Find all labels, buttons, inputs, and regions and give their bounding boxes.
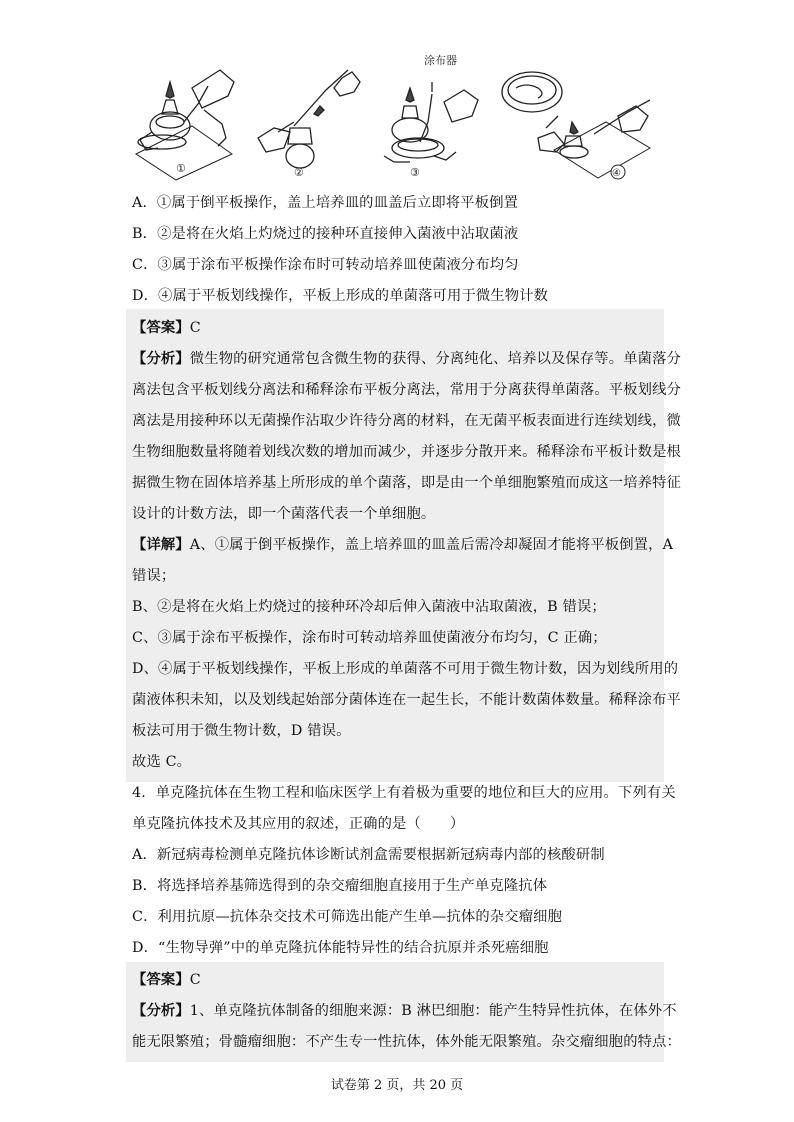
- q3-analysis-line: [132, 349, 681, 369]
- spreader-tool-label: 涂布器: [424, 54, 457, 67]
- q3-option-d: D．④属于平板划线操作，平板上形成的单菌落可用于微生物计数: [132, 288, 549, 304]
- figure-label-4: ④: [612, 168, 621, 179]
- answer-value: C: [189, 972, 201, 988]
- q3-analysis-line: 据微生物在固体培养基上所形成的单个菌落，即是由一个单细胞繁殖而成这一培养特征: [132, 475, 681, 491]
- figure-label-2: ②: [294, 166, 304, 179]
- q4-stem-line: 4．单克隆抗体在生物工程和临床医学上有着极为重要的地位和巨大的应用。下列有关: [132, 785, 676, 801]
- streak-plate-drawing: [498, 52, 652, 182]
- answer-tag: 【答案】: [132, 972, 190, 988]
- detail-tag: 【详解】: [132, 537, 190, 553]
- page-footer: 试卷第 2 页，共 20 页: [330, 1078, 464, 1093]
- q4-option-c: C．利用抗原—抗体杂交技术可筛选出能产生单—抗体的杂交瘤细胞: [132, 909, 563, 925]
- q3-analysis-line: 生物细胞数量将随着划线次数的增加而减少，并逐步分散开来。稀释涂布平板计数是根: [132, 444, 681, 460]
- q3-detail-line: 错误；: [132, 568, 176, 584]
- q3-analysis-line: 设计的计数方法，即一个菌落代表一个单细胞。: [132, 506, 436, 522]
- q3-option-c: C．③属于涂布平板操作涂布时可转动培养皿使菌液分布均匀: [132, 257, 519, 273]
- detail-text: A、①属于倒平板操作，盖上培养皿的皿盖后需冷却凝固才能将平板倒置，A: [189, 537, 674, 553]
- q4-option-b: B．将选择培养基筛选得到的杂交瘤细胞直接用于生产单克隆抗体: [132, 878, 548, 894]
- q3-analysis-line: 离法包含平板划线分离法和稀释涂布平板分离法，常用于分离获得单菌落。平板划线分: [132, 382, 681, 398]
- q3-detail-line: D、④属于平板划线操作，平板上形成的单菌落不可用于微生物计数，因为划线所用的: [132, 661, 679, 677]
- lab-procedure-figure: [132, 52, 652, 182]
- q3-detail-line: [132, 535, 674, 555]
- q3-analysis-line: 离法是用接种环以无菌操作沾取少许待分离的材料，在无菌平板表面进行连续划线，微: [132, 413, 681, 429]
- q3-option-b: B．②是将在火焰上灼烧过的接种环直接伸入菌液中沾取菌液: [132, 226, 519, 242]
- q4-analysis-line: 能无限繁殖；骨髓瘤细胞：不产生专一性抗体，体外能无限繁殖。杂交瘤细胞的特点：: [132, 1034, 681, 1050]
- q3-answer: [132, 318, 662, 338]
- q3-option-a: A．①属于倒平板操作，盖上培养皿的皿盖后立即将平板倒置: [132, 195, 519, 211]
- q3-detail-line: C、③属于涂布平板操作，涂布时可转动培养皿使菌液分布均匀，C 正确；: [132, 630, 607, 646]
- figure-label-1: ①: [176, 162, 186, 175]
- q3-detail-line: B、②是将在火焰上灼烧过的接种环冷却后伸入菌液中沾取菌液，B 错误；: [132, 599, 606, 615]
- analysis-text: 微生物的研究通常包含微生物的获得、分离纯化、培养以及保存等。单菌落分: [189, 351, 681, 367]
- figure-label-3: ③: [410, 166, 420, 179]
- q4-answer: [132, 970, 662, 990]
- q3-detail-line: 板法可用于微生物计数，D 错误。: [132, 723, 351, 739]
- q4-stem-line: 单克隆抗体技术及其应用的叙述，正确的是（ ）: [132, 816, 465, 832]
- q3-conclusion: 故选 C。: [132, 754, 192, 770]
- answer-value: C: [189, 320, 201, 336]
- analysis-text: 1、单克隆抗体制备的细胞来源：B 淋巴细胞：能产生特异性抗体，在体外不: [189, 1003, 677, 1019]
- q4-option-a: A．新冠病毒检测单克隆抗体诊断试剂盒需要根据新冠病毒内部的核酸研制: [132, 847, 605, 863]
- q4-option-d: D．“生物导弹”中的单克隆抗体能特异性的结合抗原并杀死癌细胞: [132, 940, 549, 956]
- q3-detail-line: 菌液体积未知，以及划线起始部分菌体连在一起生长，不能计数菌体数量。稀释涂布平: [132, 692, 681, 708]
- analysis-tag: 【分析】: [132, 351, 190, 367]
- flaming-loop-drawing: [254, 52, 364, 182]
- pour-plate-drawing: [132, 52, 242, 182]
- analysis-tag: 【分析】: [132, 1003, 190, 1019]
- q4-analysis-line: [132, 1001, 677, 1021]
- spread-plate-drawing: [374, 52, 494, 182]
- answer-tag: 【答案】: [132, 320, 190, 336]
